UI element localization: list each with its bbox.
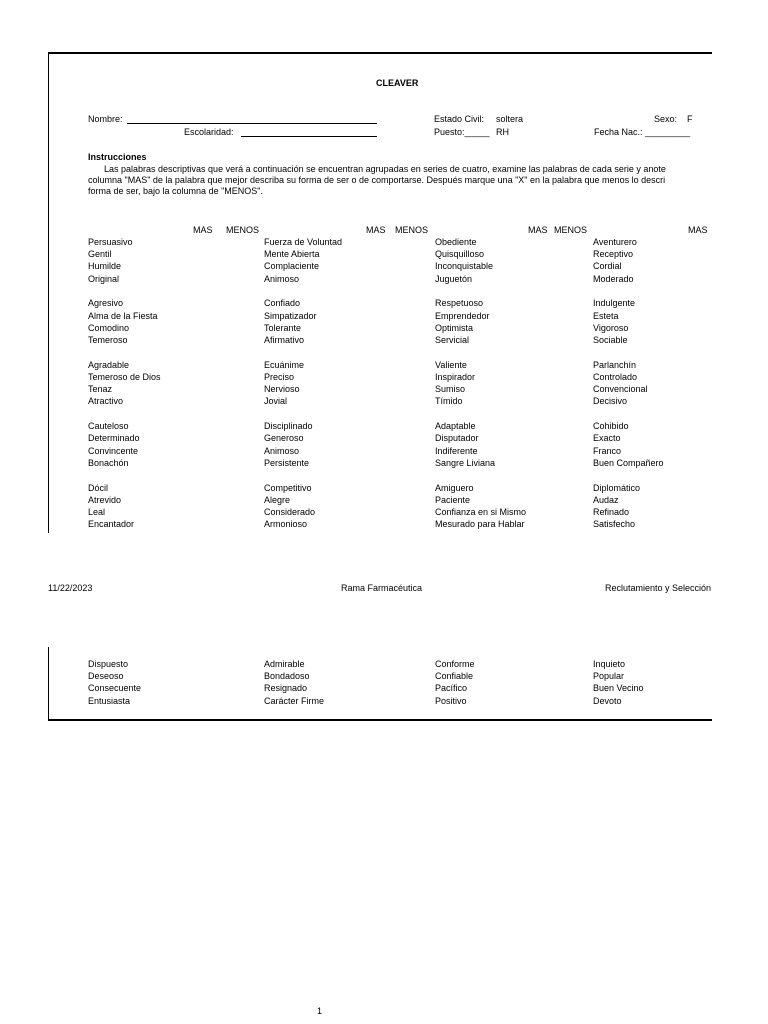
word-item: Disputador — [435, 433, 479, 444]
top-border — [48, 52, 712, 54]
estado-civil-value: soltera — [496, 114, 524, 124]
word-item: Afirmativo — [264, 335, 305, 345]
word-item: Considerado — [264, 507, 316, 517]
word-item: Bonachón — [88, 457, 129, 468]
word-item: Parlanchín — [593, 359, 637, 370]
escolaridad-underline — [241, 136, 377, 137]
word-item: Esteta — [593, 310, 619, 321]
nombre-label: Nombre: — [88, 114, 123, 124]
left-border — [48, 52, 49, 533]
mas-header-4: MAS — [688, 225, 708, 235]
word-item: Atrevido — [88, 494, 122, 505]
sexo-value: F — [687, 114, 693, 124]
word-item: Sumiso — [435, 384, 466, 395]
word-item: Adaptable — [435, 421, 476, 432]
word-item: Sociable — [593, 335, 628, 345]
word-item: Confianza en si Mismo — [435, 507, 527, 517]
word-item: Animoso — [264, 445, 300, 456]
word-item: Fuerza de Voluntad — [264, 237, 343, 247]
instructions-line-1: Las palabras descriptivas que verá a continuación se encuentran agrupadas en series de cuatro, examine las palabras de cada serie y anote — [104, 164, 666, 174]
word-item: Temeroso de Dios — [88, 372, 161, 382]
word-item: Agradable — [88, 359, 130, 370]
word-item: Devoto — [593, 695, 622, 706]
word-item: Ecuánime — [264, 359, 305, 370]
document-title: CLEAVER — [376, 78, 419, 88]
word-item: Dócil — [88, 482, 109, 493]
puesto-label: Puesto:_____ — [434, 127, 490, 137]
word-item: Paciente — [435, 494, 471, 505]
word-item: Confiable — [435, 671, 474, 682]
left-border-page-2 — [48, 647, 49, 720]
word-item: Amiguero — [435, 482, 474, 493]
footer-date: 11/22/2023 — [48, 583, 93, 593]
menos-header-3: MENOS — [554, 225, 588, 235]
word-item: Competitivo — [264, 482, 312, 493]
word-item: Pacífico — [435, 683, 468, 694]
estado-civil-label: Estado Civil: — [434, 114, 485, 124]
word-item: Tenaz — [88, 384, 113, 395]
word-item: Convincente — [88, 445, 139, 456]
fecha-nac-label: Fecha Nac.: _________ — [594, 127, 691, 137]
word-item: Controlado — [593, 372, 638, 382]
word-item: Exacto — [593, 433, 621, 444]
word-item: Jovial — [264, 396, 288, 407]
word-item: Refinado — [593, 507, 630, 517]
instructions-line-3: forma de ser, bajo la columna de "MENOS". — [88, 186, 263, 196]
word-item: Carácter Firme — [264, 695, 325, 706]
sexo-label: Sexo: — [654, 114, 678, 124]
word-item: Cordial — [593, 261, 622, 272]
word-item: Conforme — [435, 659, 475, 669]
word-item: Franco — [593, 445, 622, 456]
word-item: Indulgente — [593, 298, 636, 309]
word-item: Mesurado para Hablar — [435, 519, 525, 530]
word-item: Obediente — [435, 237, 477, 247]
word-item: Atractivo — [88, 396, 124, 407]
instructions-line-2: columna "MAS" de la palabra que mejor describa su forma de ser o de comportarse. Después marque una "X" en la palabra que menos lo descri — [88, 175, 666, 185]
word-item: Audaz — [593, 494, 619, 505]
word-item: Aventurero — [593, 237, 637, 247]
word-item: Generoso — [264, 433, 304, 444]
footer-company: Rama Farmacéutica — [341, 583, 423, 593]
word-item: Encantador — [88, 519, 135, 530]
menos-header-1: MENOS — [226, 225, 260, 235]
word-item: Decisivo — [593, 396, 628, 407]
word-item: Dispuesto — [88, 659, 129, 669]
word-item: Preciso — [264, 372, 295, 382]
word-item: Gentil — [88, 249, 112, 260]
word-item: Bondadoso — [264, 671, 310, 682]
escolaridad-label: Escolaridad: — [184, 127, 234, 137]
word-item: Respetuoso — [435, 298, 484, 309]
word-item: Inquieto — [593, 659, 626, 669]
word-item: Animoso — [264, 273, 300, 284]
word-item: Mente Abierta — [264, 249, 320, 260]
puesto-value: RH — [496, 127, 509, 137]
word-item: Popular — [593, 671, 625, 682]
word-item: Armonioso — [264, 519, 308, 530]
word-item: Satisfecho — [593, 519, 636, 530]
menos-header-2: MENOS — [395, 225, 429, 235]
footer-department: Reclutamiento y Selección — [605, 583, 712, 593]
word-item: Cauteloso — [88, 421, 129, 432]
page-number: 1 — [317, 1006, 323, 1016]
word-item: Optimista — [435, 322, 474, 333]
word-item: Receptivo — [593, 249, 634, 260]
word-item: Simpatizador — [264, 310, 317, 321]
word-item: Alma de la Fiesta — [88, 310, 158, 321]
mas-header-2: MAS — [366, 225, 386, 235]
word-item: Temeroso — [88, 335, 128, 345]
word-item: Humilde — [88, 261, 122, 272]
bottom-border — [48, 719, 712, 721]
word-item: Deseoso — [88, 671, 124, 682]
word-item: Vigoroso — [593, 322, 629, 333]
word-item: Leal — [88, 507, 106, 517]
word-item: Tímido — [435, 396, 463, 407]
word-item: Consecuente — [88, 683, 142, 694]
word-item: Positivo — [435, 695, 467, 706]
word-item: Quisquilloso — [435, 249, 485, 260]
word-item: Disciplinado — [264, 421, 313, 432]
word-item: Complaciente — [264, 261, 320, 272]
word-item: Convencional — [593, 384, 648, 395]
word-item: Persistente — [264, 457, 310, 468]
word-item: Inconquistable — [435, 261, 494, 272]
mas-header-3: MAS — [528, 225, 548, 235]
word-item: Tolerante — [264, 322, 302, 333]
word-item: Buen Compañero — [593, 457, 664, 468]
word-item: Inspirador — [435, 372, 476, 382]
word-item: Nervioso — [264, 384, 300, 395]
word-item: Valiente — [435, 359, 467, 370]
word-item: Servicial — [435, 335, 470, 345]
word-item: Cohibido — [593, 421, 629, 432]
word-item: Sangre Liviana — [435, 457, 496, 468]
word-item: Admirable — [264, 659, 305, 669]
word-item: Moderado — [593, 273, 634, 284]
word-item: Agresivo — [88, 298, 124, 309]
word-item: Comodino — [88, 322, 130, 333]
word-item: Confiado — [264, 298, 301, 309]
word-item: Diplomático — [593, 482, 641, 493]
word-item: Determinado — [88, 433, 140, 444]
word-item: Original — [88, 273, 120, 284]
word-item: Resignado — [264, 683, 308, 694]
word-item: Alegre — [264, 494, 291, 505]
word-item: Entusiasta — [88, 695, 131, 706]
word-item: Juguetón — [435, 273, 473, 284]
word-item: Buen Vecino — [593, 683, 644, 694]
word-item: Persuasivo — [88, 237, 133, 247]
instrucciones-heading: Instrucciones — [88, 152, 147, 162]
word-item: Indiferente — [435, 445, 478, 456]
mas-header-1: MAS — [193, 225, 213, 235]
word-item: Emprendedor — [435, 310, 490, 321]
nombre-underline — [127, 123, 377, 124]
